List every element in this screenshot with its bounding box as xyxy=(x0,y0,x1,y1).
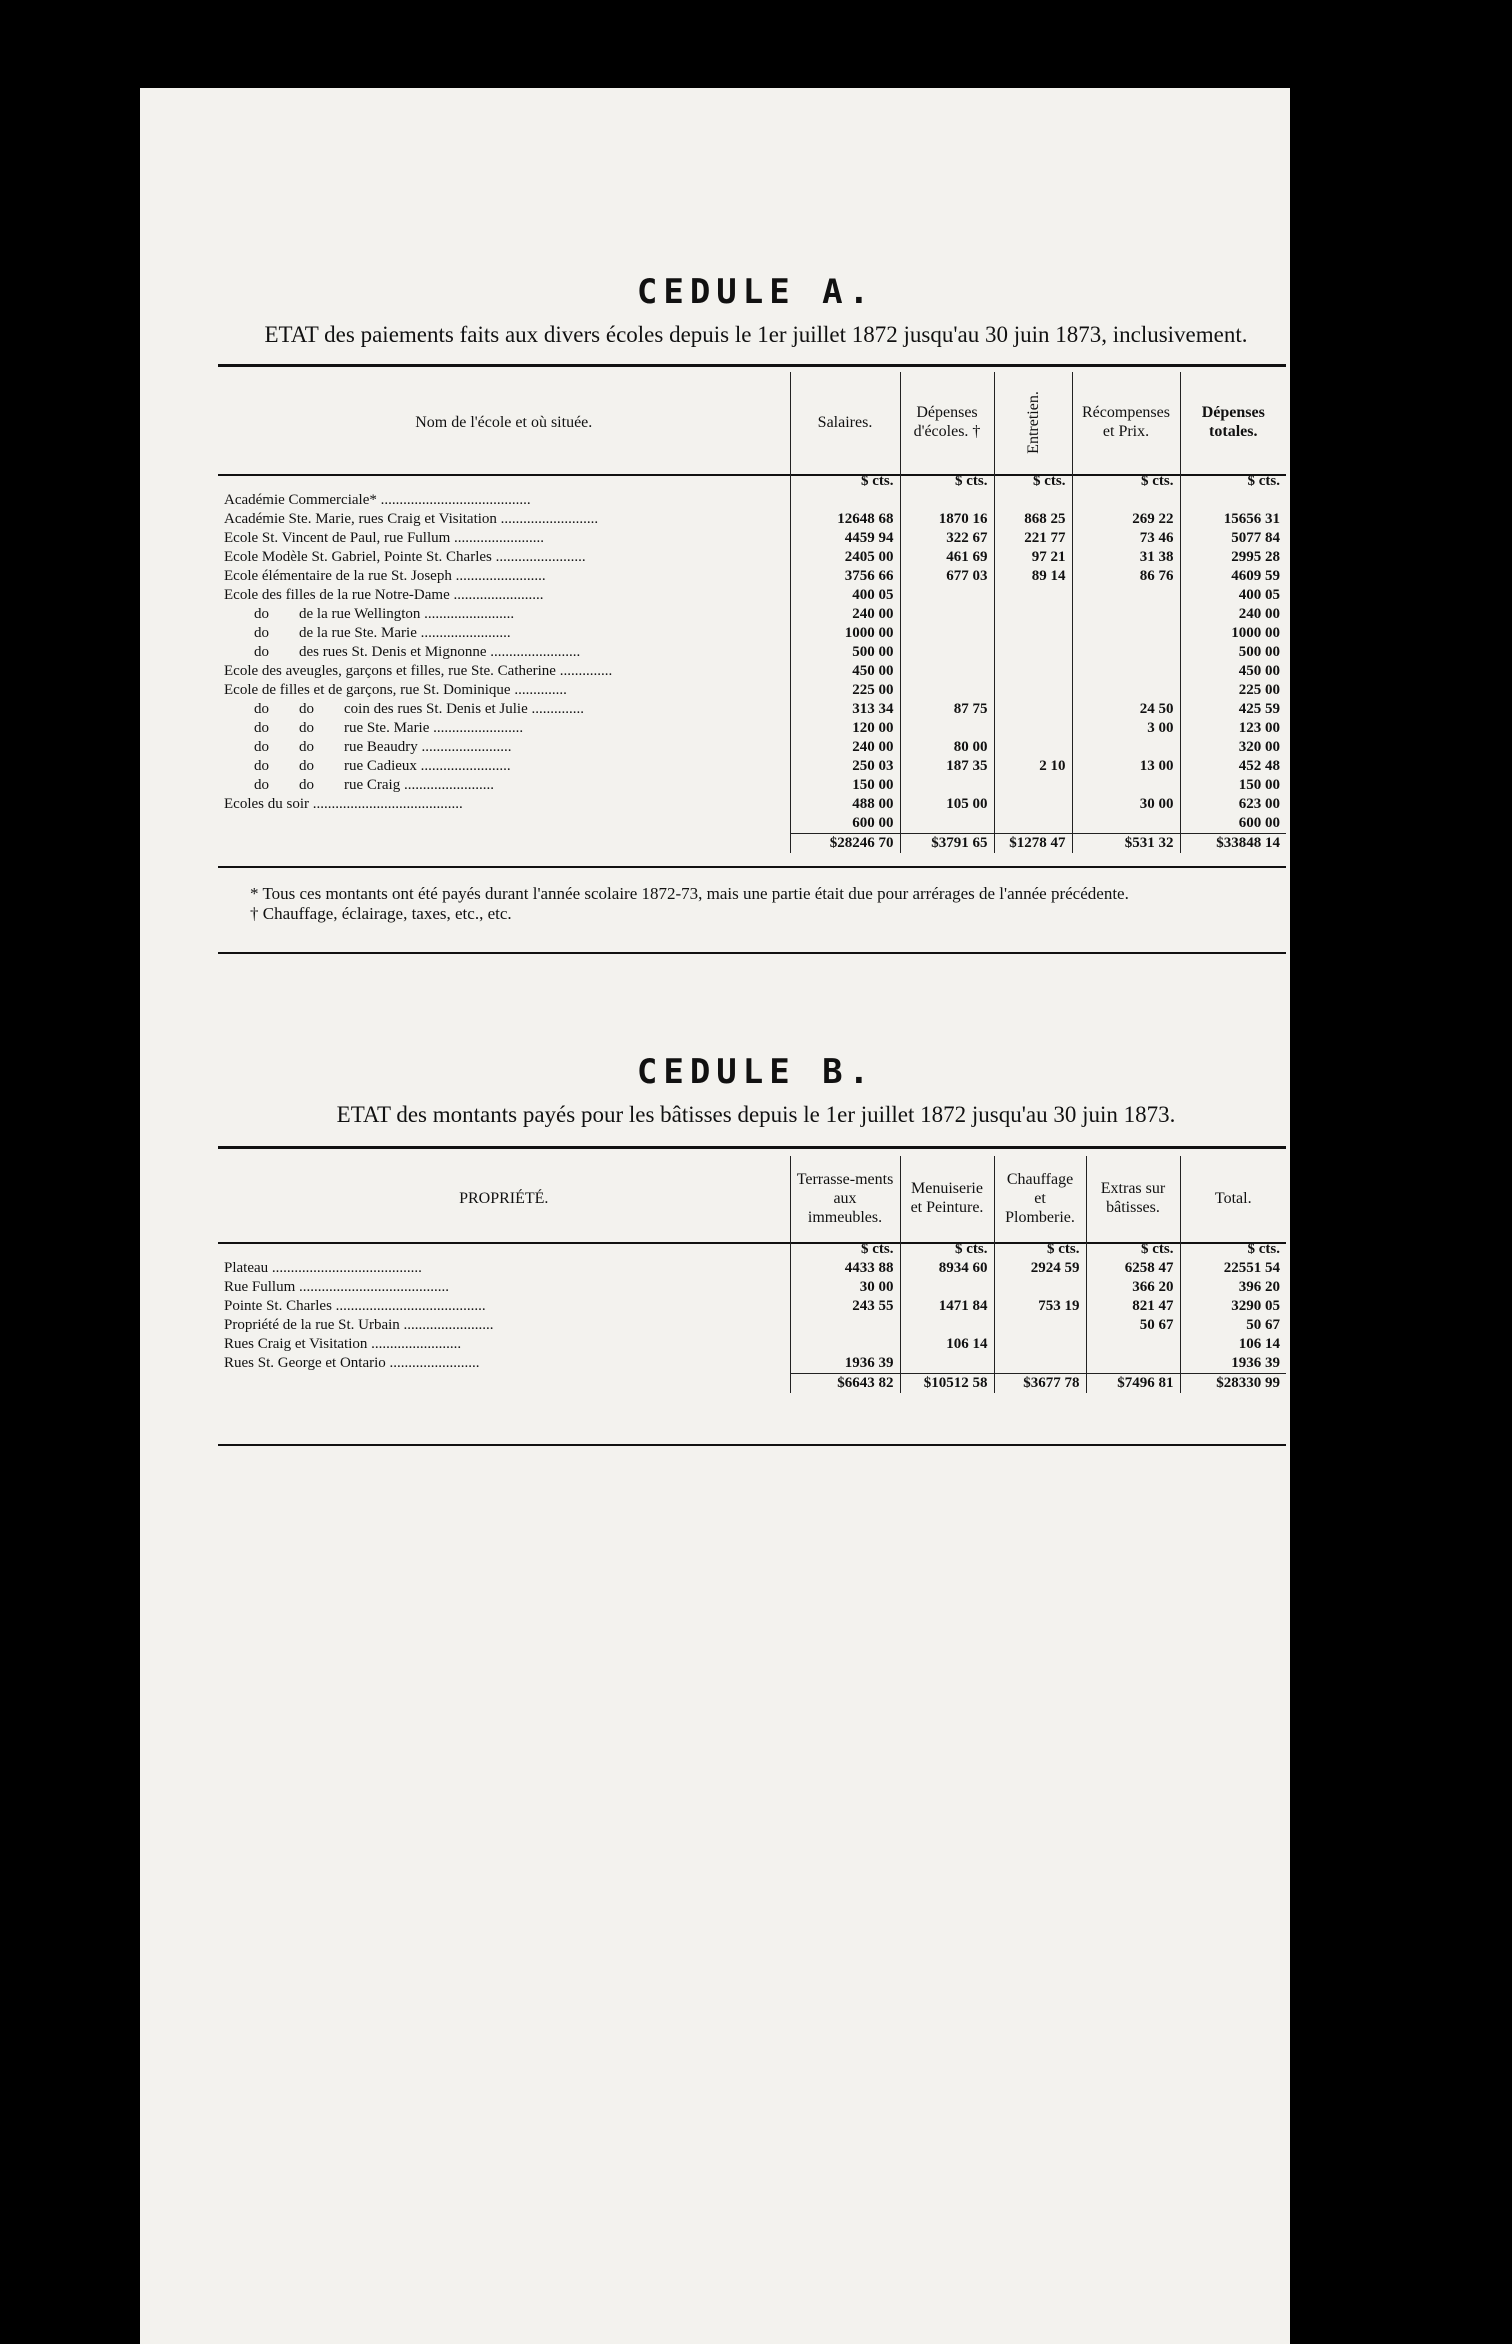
amount-cell: 1000 00 xyxy=(790,624,900,643)
cedule-b-title: CEDULE B. xyxy=(636,1052,876,1092)
row-label: Ecole St. Vincent de Paul, rue Fullum ........................ xyxy=(224,530,545,546)
amount-cell: 97 21 xyxy=(994,548,1072,567)
amount-cell: 1000 00 xyxy=(1180,624,1286,643)
unit-cell: $ cts. xyxy=(994,1240,1086,1259)
totals-label-blank xyxy=(218,1374,790,1394)
amount-cell: 461 69 xyxy=(900,548,994,567)
amount-cell xyxy=(1072,605,1180,624)
amount-cell xyxy=(1072,681,1180,700)
header-total: Total. xyxy=(1180,1156,1286,1240)
amount-cell xyxy=(1072,586,1180,605)
amount-cell xyxy=(1072,491,1180,510)
amount-cell xyxy=(1072,738,1180,757)
amount-cell: 2405 00 xyxy=(790,548,900,567)
amount-cell xyxy=(790,491,900,510)
header-extras: Extras sur bâtisses. xyxy=(1086,1156,1180,1240)
amount-cell: 221 77 xyxy=(994,529,1072,548)
amount-cell xyxy=(900,776,994,795)
table-row xyxy=(218,700,1286,719)
unit-cell: $ cts. xyxy=(994,472,1072,491)
table-row xyxy=(218,605,1286,624)
amount-cell xyxy=(994,643,1072,662)
amount-cell: 1936 39 xyxy=(1180,1354,1286,1374)
amount-cell: 225 00 xyxy=(1180,681,1286,700)
amount-cell: 450 00 xyxy=(1180,662,1286,681)
table-row xyxy=(218,814,1286,834)
amount-cell xyxy=(994,605,1072,624)
row-label: Rues St. George et Ontario ........................ xyxy=(224,1355,480,1371)
amount-cell: 22551 54 xyxy=(1180,1259,1286,1278)
amount-cell: 753 19 xyxy=(994,1297,1086,1316)
amount-cell: 187 35 xyxy=(900,757,994,776)
amount-cell: 452 48 xyxy=(1180,757,1286,776)
row-label: do de la rue Ste. Marie ........................ xyxy=(224,625,511,641)
amount-cell: 105 00 xyxy=(900,795,994,814)
table-row xyxy=(218,795,1286,814)
row-label: Académie Commerciale* ........................................ xyxy=(224,492,531,508)
row-label: Ecole élémentaire de la rue St. Joseph ........................ xyxy=(224,568,546,584)
amount-cell: 4459 94 xyxy=(790,529,900,548)
total-cell: $1278 47 xyxy=(994,834,1072,854)
amount-cell: 250 03 xyxy=(790,757,900,776)
row-label xyxy=(218,814,790,834)
row-label: Rues Craig et Visitation ........................ xyxy=(224,1336,462,1352)
table-row xyxy=(218,776,1286,795)
amount-cell: 30 00 xyxy=(1072,795,1180,814)
row-label: do de la rue Wellington ........................ xyxy=(224,606,515,622)
total-cell: $3791 65 xyxy=(900,834,994,854)
row-label: Ecoles du soir ........................................ xyxy=(224,796,463,812)
row-label: Ecole Modèle St. Gabriel, Pointe St. Charles ........................ xyxy=(224,549,586,565)
cedule-b-subtitle: ETAT des montants payés pour les bâtisses depuis le 1er juillet 1872 jusqu'au 30 juin 1873. xyxy=(336,1102,1176,1127)
amount-cell xyxy=(1086,1354,1180,1374)
amount-cell xyxy=(900,1354,994,1374)
amount-cell: 87 75 xyxy=(900,700,994,719)
amount-cell xyxy=(994,1354,1086,1374)
cedule-b-table xyxy=(218,1156,1286,1393)
amount-cell: 73 46 xyxy=(1072,529,1180,548)
amount-cell: 4433 88 xyxy=(790,1259,900,1278)
amount-cell: 400 05 xyxy=(1180,586,1286,605)
total-cell: $10512 58 xyxy=(900,1374,994,1394)
cedule-a-top-rule xyxy=(218,364,1286,367)
row-label: Rue Fullum ........................................ xyxy=(224,1279,450,1295)
unit-cell-blank xyxy=(218,472,790,491)
amount-cell: 80 00 xyxy=(900,738,994,757)
table-row xyxy=(218,662,1286,681)
unit-cell: $ cts. xyxy=(900,1240,994,1259)
unit-row xyxy=(218,472,1286,491)
row-label: Ecole des aveugles, garçons et filles, rue Ste. Catherine .............. xyxy=(224,663,613,679)
header-recompenses: Récompenses et Prix. xyxy=(1072,372,1180,472)
amount-cell xyxy=(900,814,994,834)
row-label: do do coin des rues St. Denis et Julie .............. xyxy=(224,701,584,717)
table-row xyxy=(218,1316,1286,1335)
amount-cell: 150 00 xyxy=(1180,776,1286,795)
unit-cell: $ cts. xyxy=(1180,1240,1286,1259)
amount-cell: 623 00 xyxy=(1180,795,1286,814)
cedule-a-table xyxy=(218,372,1286,853)
amount-cell xyxy=(994,586,1072,605)
amount-cell xyxy=(994,738,1072,757)
table-row xyxy=(218,1297,1286,1316)
amount-cell: 500 00 xyxy=(1180,643,1286,662)
header-name: Nom de l'école et où située. xyxy=(415,413,593,431)
total-cell: $3677 78 xyxy=(994,1374,1086,1394)
amount-cell xyxy=(900,1278,994,1297)
table-row xyxy=(218,510,1286,529)
table-row xyxy=(218,643,1286,662)
cedule-b-top-rule xyxy=(218,1146,1286,1149)
row-label: Ecole des filles de la rue Notre-Dame ........................ xyxy=(224,587,544,603)
amount-cell: 4609 59 xyxy=(1180,567,1286,586)
amount-cell: 322 67 xyxy=(900,529,994,548)
row-label: Pointe St. Charles ........................................ xyxy=(224,1298,486,1314)
row-label: do des rues St. Denis et Mignonne ........................ xyxy=(224,644,581,660)
amount-cell: 2995 28 xyxy=(1180,548,1286,567)
header-menuiserie: Menuiserie et Peinture. xyxy=(900,1156,994,1240)
amount-cell xyxy=(994,700,1072,719)
amount-cell xyxy=(1072,662,1180,681)
header-entretien: Entretien. xyxy=(994,372,1072,472)
amount-cell: 1870 16 xyxy=(900,510,994,529)
amount-cell: 1936 39 xyxy=(790,1354,900,1374)
table-row xyxy=(218,757,1286,776)
total-cell: $28330 99 xyxy=(1180,1374,1286,1394)
unit-cell: $ cts. xyxy=(1086,1240,1180,1259)
amount-cell: 120 00 xyxy=(790,719,900,738)
amount-cell: 366 20 xyxy=(1086,1278,1180,1297)
totals-label-blank xyxy=(218,834,790,854)
table-row xyxy=(218,548,1286,567)
amount-cell: 89 14 xyxy=(994,567,1072,586)
amount-cell: 123 00 xyxy=(1180,719,1286,738)
amount-cell xyxy=(994,681,1072,700)
amount-cell xyxy=(994,1278,1086,1297)
unit-cell: $ cts. xyxy=(790,472,900,491)
amount-cell: 150 00 xyxy=(790,776,900,795)
amount-cell: 1471 84 xyxy=(900,1297,994,1316)
amount-cell xyxy=(900,586,994,605)
table-row xyxy=(218,1278,1286,1297)
amount-cell xyxy=(900,624,994,643)
amount-cell: 396 20 xyxy=(1180,1278,1286,1297)
amount-cell xyxy=(994,491,1072,510)
amount-cell: 50 67 xyxy=(1180,1316,1286,1335)
amount-cell xyxy=(994,1316,1086,1335)
amount-cell xyxy=(900,681,994,700)
unit-cell: $ cts. xyxy=(790,1240,900,1259)
amount-cell: 450 00 xyxy=(790,662,900,681)
amount-cell: 5077 84 xyxy=(1180,529,1286,548)
amount-cell: 500 00 xyxy=(790,643,900,662)
amount-cell xyxy=(1086,1335,1180,1354)
amount-cell: 269 22 xyxy=(1072,510,1180,529)
amount-cell xyxy=(994,1335,1086,1354)
total-cell: $7496 81 xyxy=(1086,1374,1180,1394)
amount-cell: 31 38 xyxy=(1072,548,1180,567)
amount-cell: 3 00 xyxy=(1072,719,1180,738)
row-label: Ecole de filles et de garçons, rue St. Dominique .............. xyxy=(224,682,567,698)
amount-cell xyxy=(994,662,1072,681)
amount-cell: 15656 31 xyxy=(1180,510,1286,529)
cedule-a-title: CEDULE A. xyxy=(636,272,876,312)
amount-cell xyxy=(900,662,994,681)
amount-cell: 320 00 xyxy=(1180,738,1286,757)
amount-cell xyxy=(900,605,994,624)
amount-cell: 2924 59 xyxy=(994,1259,1086,1278)
unit-cell: $ cts. xyxy=(1072,472,1180,491)
amount-cell: 8934 60 xyxy=(900,1259,994,1278)
amount-cell xyxy=(994,814,1072,834)
amount-cell: 2 10 xyxy=(994,757,1072,776)
unit-cell: $ cts. xyxy=(1180,472,1286,491)
amount-cell: 240 00 xyxy=(790,738,900,757)
table-row xyxy=(218,491,1286,510)
table-row xyxy=(218,567,1286,586)
table-row xyxy=(218,1335,1286,1354)
amount-cell: 30 00 xyxy=(790,1278,900,1297)
amount-cell xyxy=(1072,776,1180,795)
cedule-a-note-1: * Tous ces montants ont été payés durant l'année scolaire 1872-73, mais une partie était due pour arrérages de l'année précédente. xyxy=(250,884,1129,903)
amount-cell: 240 00 xyxy=(1180,605,1286,624)
amount-cell xyxy=(790,1335,900,1354)
total-cell: $6643 82 xyxy=(790,1374,900,1394)
amount-cell: 3756 66 xyxy=(790,567,900,586)
amount-cell: 425 59 xyxy=(1180,700,1286,719)
amount-cell: 24 50 xyxy=(1072,700,1180,719)
unit-cell-blank xyxy=(218,1240,790,1259)
amount-cell: 3290 05 xyxy=(1180,1297,1286,1316)
row-label: do do rue Craig ........................ xyxy=(224,777,494,793)
cedule-a-bottom-rule xyxy=(218,866,1286,868)
table-row xyxy=(218,529,1286,548)
cedule-a-end-rule xyxy=(218,952,1286,954)
table-row xyxy=(218,738,1286,757)
amount-cell: 50 67 xyxy=(1086,1316,1180,1335)
amount-cell xyxy=(1072,624,1180,643)
unit-cell: $ cts. xyxy=(900,472,994,491)
amount-cell xyxy=(994,719,1072,738)
amount-cell: 6258 47 xyxy=(1086,1259,1180,1278)
totals-row xyxy=(218,1374,1286,1394)
header-propriete: PROPRIÉTÉ. xyxy=(459,1189,549,1207)
amount-cell: 12648 68 xyxy=(790,510,900,529)
unit-row xyxy=(218,1240,1286,1259)
amount-cell xyxy=(900,491,994,510)
total-cell: $531 32 xyxy=(1072,834,1180,854)
amount-cell xyxy=(1072,643,1180,662)
amount-cell xyxy=(790,1316,900,1335)
amount-cell: 600 00 xyxy=(790,814,900,834)
row-label: do do rue Cadieux ........................ xyxy=(224,758,511,774)
amount-cell xyxy=(1180,491,1286,510)
amount-cell: 86 76 xyxy=(1072,567,1180,586)
amount-cell xyxy=(900,643,994,662)
total-cell: $28246 70 xyxy=(790,834,900,854)
row-label: Académie Ste. Marie, rues Craig et Visitation .......................... xyxy=(224,511,599,527)
amount-cell xyxy=(900,1316,994,1335)
total-cell: $33848 14 xyxy=(1180,834,1286,854)
header-terrassements: Terrasse-ments aux immeubles. xyxy=(790,1156,900,1240)
amount-cell: 821 47 xyxy=(1086,1297,1180,1316)
table-row xyxy=(218,681,1286,700)
totals-row xyxy=(218,834,1286,854)
amount-cell: 243 55 xyxy=(790,1297,900,1316)
amount-cell: 600 00 xyxy=(1180,814,1286,834)
header-depenses-ecoles: Dépenses d'écoles. † xyxy=(900,372,994,472)
amount-cell xyxy=(1072,814,1180,834)
amount-cell xyxy=(900,719,994,738)
amount-cell: 677 03 xyxy=(900,567,994,586)
amount-cell: 313 34 xyxy=(790,700,900,719)
header-depenses-totales: Dépenses totales. xyxy=(1180,372,1286,472)
table-row xyxy=(218,624,1286,643)
table-row xyxy=(218,1259,1286,1278)
amount-cell: 106 14 xyxy=(900,1335,994,1354)
table-row xyxy=(218,586,1286,605)
amount-cell: 106 14 xyxy=(1180,1335,1286,1354)
amount-cell: 240 00 xyxy=(790,605,900,624)
row-label: do do rue Ste. Marie ........................ xyxy=(224,720,524,736)
table-row xyxy=(218,1354,1286,1374)
amount-cell xyxy=(994,624,1072,643)
row-label: Propriété de la rue St. Urbain ........................ xyxy=(224,1317,494,1333)
amount-cell: 400 05 xyxy=(790,586,900,605)
amount-cell: 225 00 xyxy=(790,681,900,700)
amount-cell xyxy=(994,776,1072,795)
cedule-b-bottom-rule xyxy=(218,1444,1286,1446)
cedule-a-subtitle: ETAT des paiements faits aux divers écoles depuis le 1er juillet 1872 jusqu'au 30 juin 1873, inclusivement. xyxy=(264,322,1248,347)
cedule-a-note-2: † Chauffage, éclairage, taxes, etc., etc. xyxy=(250,904,512,923)
header-chauffage: Chauffage et Plomberie. xyxy=(994,1156,1086,1240)
table-row xyxy=(218,719,1286,738)
row-label: Plateau ........................................ xyxy=(224,1260,422,1276)
amount-cell: 488 00 xyxy=(790,795,900,814)
header-salaires: Salaires. xyxy=(790,372,900,472)
amount-cell xyxy=(994,795,1072,814)
amount-cell: 868 25 xyxy=(994,510,1072,529)
row-label: do do rue Beaudry ........................ xyxy=(224,739,512,755)
amount-cell: 13 00 xyxy=(1072,757,1180,776)
